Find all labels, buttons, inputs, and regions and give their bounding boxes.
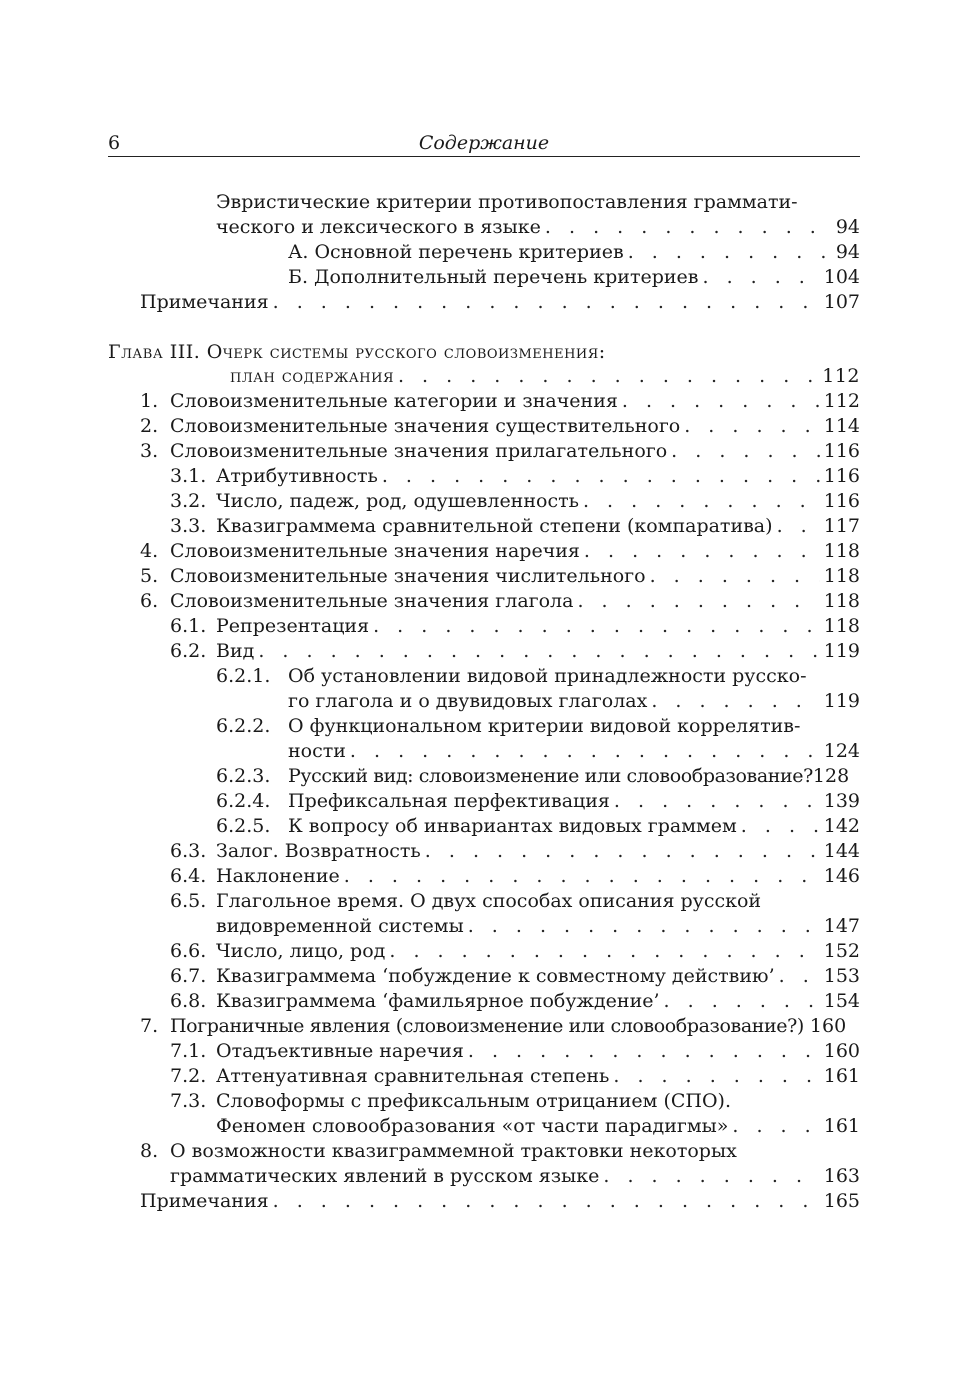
toc-entry-6-2[interactable]: 6.2. Вид . . . 119 <box>170 639 860 664</box>
toc-entry-crit-b[interactable]: Б. Дополнительный перечень критериев . . . 104 <box>288 265 860 290</box>
toc-entry-3-2[interactable]: 3.2. Число, падеж, род, одушевленность . . . 116 <box>170 489 860 514</box>
running-header <box>108 130 860 157</box>
toc-entry-heuristic-line1: Эвристические критерии противопоставления граммати- <box>216 191 798 213</box>
toc-entry-6-5[interactable]: видовременной системы . . . 147 <box>216 914 860 939</box>
toc-entry-3-1[interactable]: 3.1. Атрибутивность . . . 116 <box>170 464 860 489</box>
chapter-3-title-line1: Глава III. Очерк системы русского словоизменения: <box>108 341 606 363</box>
toc-entry-2[interactable]: 2. Словоизменительные значения существительного . . . 114 <box>140 414 860 439</box>
toc-entry-8[interactable]: грамматических явлений в русском языке . . . 163 <box>170 1164 860 1189</box>
toc-entry-3-3[interactable]: 3.3. Квазиграммема сравнительной степени (компаратива) . . . 117 <box>170 514 860 539</box>
toc-entry-6[interactable]: 6. Словоизменительные значения глагола . . . 118 <box>140 589 860 614</box>
toc-entry-6-4[interactable]: 6.4. Наклонение . . . 146 <box>170 864 860 889</box>
toc-entry-1[interactable]: 1. Словоизменительные категории и значения . . . 112 <box>140 389 860 414</box>
running-title: Содержание <box>418 132 550 154</box>
toc-entry-7-3-line1: 7.3. Словоформы с префиксальным отрицанием (СПО). <box>170 1090 732 1112</box>
toc-entry-6-2-1[interactable]: го глагола и о двувидовых глаголах . . . 119 <box>288 689 860 714</box>
toc-entry-6-2-4[interactable]: 6.2.4. Префиксальная перфективация . . . 139 <box>216 789 860 814</box>
toc-entry-6-2-2[interactable]: ности . . . 124 <box>288 739 860 764</box>
toc-entry-6-2-2-line1: 6.2.2. О функциональном критерии видовой коррелятив- <box>216 715 801 737</box>
toc-entry-5[interactable]: 5. Словоизменительные значения числительного . . . 118 <box>140 564 860 589</box>
toc-entry-7[interactable]: 7. Пограничные явления (словоизменение или словообразование?) 160 <box>140 1015 847 1037</box>
toc-entry-7-3[interactable]: Феномен словообразования «от части парадигмы» . . . 161 <box>216 1114 860 1139</box>
toc-entry-heuristic[interactable]: ческого и лексического в языке . . . 94 <box>216 215 860 240</box>
toc-entry-7-1[interactable]: 7.1. Отадъективные наречия . . . 160 <box>170 1039 860 1064</box>
toc-entry-4[interactable]: 4. Словоизменительные значения наречия . . . 118 <box>140 539 860 564</box>
toc-entry-chapter-3[interactable]: план содержания . . . 112 <box>230 364 860 389</box>
toc-entry-notes-1[interactable]: Примечания . . . 107 <box>140 290 860 315</box>
toc-entry-7-2[interactable]: 7.2. Аттенуативная сравнительная степень . . . 161 <box>170 1064 860 1089</box>
toc-entry-crit-a[interactable]: А. Основной перечень критериев . . . 94 <box>288 240 860 265</box>
page-number: 6 <box>108 132 121 154</box>
toc-entry-6-6[interactable]: 6.6. Число, лицо, род . . . 152 <box>170 939 860 964</box>
toc-entry-3[interactable]: 3. Словоизменительные значения прилагательного . . . 116 <box>140 439 860 464</box>
toc-entry-6-2-1-line1: 6.2.1. Об установлении видовой принадлежности русско- <box>216 665 807 687</box>
toc-entry-6-7[interactable]: 6.7. Квазиграммема ‘побуждение к совместному действию’ . . . 153 <box>170 964 860 989</box>
toc-entry-notes-2[interactable]: Примечания . . . 165 <box>140 1189 860 1214</box>
toc-entry-6-5-line1: 6.5. Глагольное время. О двух способах описания русской <box>170 890 762 912</box>
toc-entry-6-2-3[interactable]: 6.2.3. Русский вид: словоизменение или словообразование? 128 <box>216 765 850 787</box>
toc-entry-8-line1: 8. О возможности квазиграммемной трактовки некоторых <box>140 1140 737 1162</box>
toc-entry-6-1[interactable]: 6.1. Репрезентация . . . 118 <box>170 614 860 639</box>
toc-entry-6-8[interactable]: 6.8. Квазиграммема ‘фамильярное побуждение’ . . . 154 <box>170 989 860 1014</box>
toc-entry-6-3[interactable]: 6.3. Залог. Возвратность . . . 144 <box>170 839 860 864</box>
toc-entry-6-2-5[interactable]: 6.2.5. К вопросу об инвариантах видовых граммем . . . 142 <box>216 814 860 839</box>
